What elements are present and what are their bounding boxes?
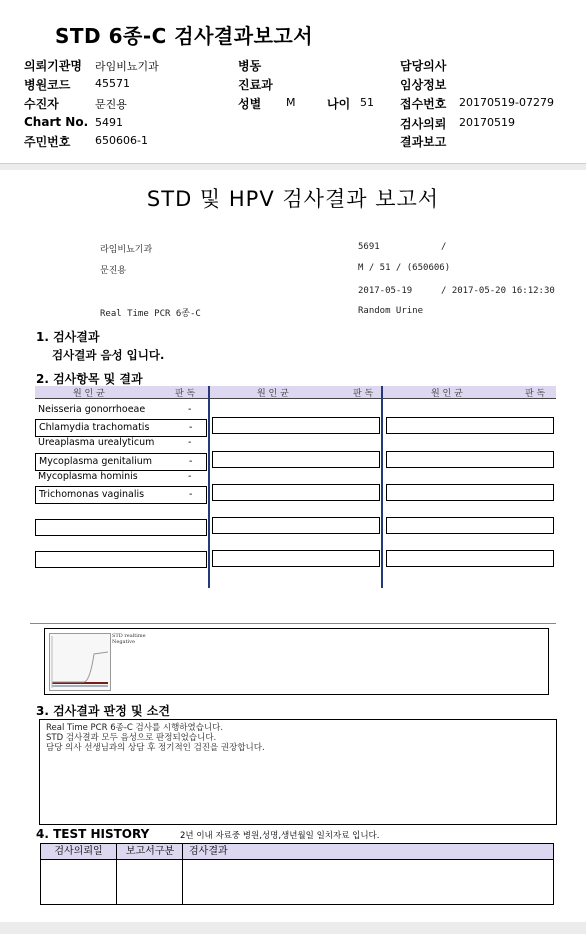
section1-title: 1. 검사결과 bbox=[36, 330, 100, 344]
chart-label: Chart No. bbox=[24, 115, 89, 129]
report-date-report: / 2017-05-20 16:12:30 bbox=[441, 286, 555, 296]
section4-note: 2년 이내 자료중 병원,성명,생년월일 일치자료 입니다. bbox=[180, 831, 380, 841]
report-title: STD 및 HPV 검사결과 보고서 bbox=[146, 187, 440, 211]
clinical-label: 임상정보 bbox=[400, 78, 447, 92]
code-value: 45571 bbox=[95, 77, 130, 90]
organism-name: Trichomonas vaginalis bbox=[39, 489, 145, 500]
report-test-name: Real Time PCR 6종-C bbox=[100, 309, 201, 319]
empty-cell bbox=[212, 550, 380, 567]
pcr-amplification-graph bbox=[49, 633, 111, 691]
doc-title: STD 6종-C 검사결과보고서 bbox=[55, 24, 314, 48]
history-col-type: 보고서구분 bbox=[125, 846, 175, 857]
age-label: 나이 bbox=[327, 97, 351, 111]
id-label: 주민번호 bbox=[24, 135, 71, 149]
section2-title: 2. 검사항목 및 결과 bbox=[36, 372, 143, 386]
hospital-value: 라임비뇨기과 bbox=[95, 60, 159, 73]
opinion-line: STD 검사결과 모두 음성으로 판정되었습니다. bbox=[46, 733, 217, 743]
empty-cell bbox=[386, 417, 554, 434]
age-value: 51 bbox=[360, 96, 374, 109]
history-col-result: 검사결과 bbox=[189, 846, 228, 857]
empty-cell bbox=[35, 551, 207, 568]
summary-sheet bbox=[0, 0, 586, 164]
history-divider bbox=[116, 844, 117, 904]
empty-cell bbox=[386, 517, 554, 534]
report-label: 결과보고 bbox=[400, 135, 447, 149]
opinion-box bbox=[39, 719, 557, 825]
column-divider-1 bbox=[208, 386, 210, 588]
graph-legend-item: Negative bbox=[112, 639, 135, 645]
pcr-curve-icon bbox=[50, 634, 110, 690]
empty-cell bbox=[212, 417, 380, 434]
column-divider-2 bbox=[381, 386, 383, 588]
results-header bbox=[35, 386, 556, 399]
history-table bbox=[40, 843, 554, 905]
graph-legend-item: STD realtime bbox=[112, 633, 146, 639]
col-organism-2: 원 인 균 bbox=[257, 389, 289, 399]
empty-cell bbox=[212, 484, 380, 501]
report-chart: 5691 bbox=[358, 242, 380, 252]
ward-label: 병동 bbox=[238, 59, 262, 73]
results-grid bbox=[35, 386, 556, 588]
table-row bbox=[35, 402, 207, 418]
receipt-label: 접수번호 bbox=[400, 97, 447, 111]
report-slash: / bbox=[441, 242, 447, 252]
sex-label: 성별 bbox=[238, 97, 262, 111]
organism-result: - bbox=[189, 422, 193, 433]
history-divider bbox=[182, 844, 183, 904]
hospital-label: 의뢰기관명 bbox=[24, 59, 82, 73]
report-sexage: M / 51 / (650606) bbox=[358, 263, 451, 273]
divider bbox=[30, 623, 556, 624]
graph-legend bbox=[112, 633, 146, 645]
organism-name: Ureaplasma urealyticum bbox=[38, 437, 155, 448]
col-result-3: 판 독 bbox=[525, 389, 546, 399]
organism-result: - bbox=[188, 437, 192, 448]
chart-value: 5491 bbox=[95, 116, 123, 129]
history-col-date: 검사의뢰일 bbox=[54, 846, 103, 857]
col-organism-1: 원 인 균 bbox=[73, 389, 105, 399]
col-result-2: 판 독 bbox=[353, 389, 374, 399]
empty-cell bbox=[386, 484, 554, 501]
empty-cell bbox=[212, 451, 380, 468]
organism-result: - bbox=[188, 471, 192, 482]
empty-cell bbox=[35, 519, 207, 536]
organism-result: - bbox=[188, 404, 192, 415]
empty-cell bbox=[386, 451, 554, 468]
empty-cell bbox=[386, 550, 554, 567]
patient-label: 수진자 bbox=[24, 97, 59, 111]
organism-name: Mycoplasma hominis bbox=[38, 471, 138, 482]
table-row bbox=[35, 486, 207, 504]
report-hospital: 라임비뇨기과 bbox=[100, 245, 153, 255]
doctor-label: 담당의사 bbox=[400, 59, 447, 73]
organism-result: - bbox=[189, 489, 193, 500]
report-patient: 문진용 bbox=[100, 266, 127, 276]
organism-name: Mycoplasma genitalium bbox=[39, 456, 153, 467]
table-row bbox=[35, 435, 207, 451]
section3-title: 3. 검사결과 판정 및 소견 bbox=[36, 704, 170, 718]
sex-value: M bbox=[286, 96, 296, 109]
opinion-line: 담당 의사 선생님과의 상담 후 정기적인 검진을 권장합니다. bbox=[46, 743, 265, 753]
id-value: 650606-1 bbox=[95, 134, 148, 147]
organism-name: Chlamydia trachomatis bbox=[39, 422, 150, 433]
dept-label: 진료과 bbox=[238, 78, 273, 92]
graph-box bbox=[44, 628, 549, 695]
opinion-line: Real Time PCR 6종-C 검사를 시행하였습니다. bbox=[46, 723, 224, 733]
organism-name: Neisseria gonorrhoeae bbox=[38, 404, 146, 415]
col-result-1: 판 독 bbox=[175, 389, 196, 399]
empty-cell bbox=[212, 517, 380, 534]
report-specimen: Random Urine bbox=[358, 306, 424, 316]
organism-result: - bbox=[189, 456, 193, 467]
section1-text: 검사결과 음성 입니다. bbox=[52, 348, 165, 362]
report-date-request: 2017-05-19 bbox=[358, 286, 413, 296]
section4-title: 4. TEST HISTORY bbox=[36, 827, 150, 841]
patient-value: 문진용 bbox=[95, 98, 127, 111]
table-row bbox=[35, 469, 207, 485]
request-value: 20170519 bbox=[459, 116, 515, 129]
request-label: 검사의뢰 bbox=[400, 117, 447, 131]
col-organism-3: 원 인 균 bbox=[431, 389, 463, 399]
receipt-value: 20170519-07279 bbox=[459, 96, 554, 109]
code-label: 병원코드 bbox=[24, 78, 71, 92]
